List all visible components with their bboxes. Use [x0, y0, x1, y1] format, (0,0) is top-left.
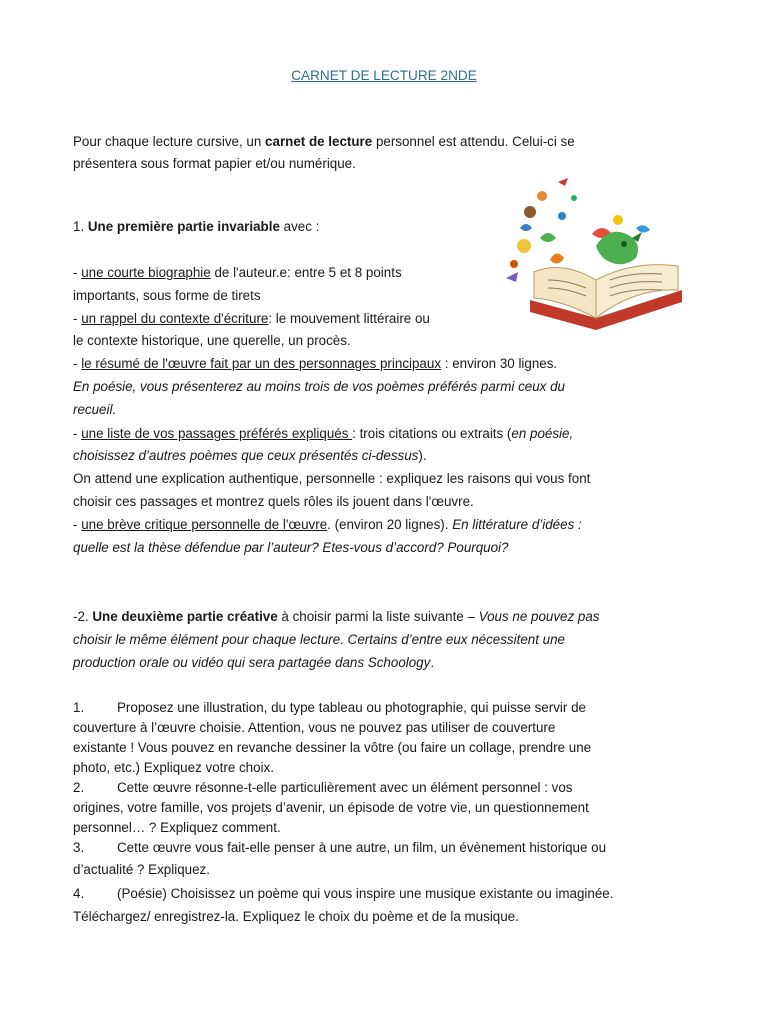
option-1-line-1: 1. Proposez une illustration, du type tableau ou photographie, qui puisse servir de [73, 700, 586, 715]
option-2-line-2: origines, votre famille, vos projets d’avenir, un épisode de votre vie, un questionnement [73, 800, 589, 815]
flying-creatures [506, 178, 650, 282]
intro-line-2: présentera sous format papier et/ou numérique. [73, 156, 356, 171]
part2-heading: -2. Une deuxième partie créative à choisir parmi la liste suivante – Vous ne pouvez pas [73, 609, 600, 624]
open-book-icon [530, 265, 682, 330]
book-illustration-icon [500, 168, 692, 338]
option-3-line-2: d’actualité ? Expliquez. [73, 862, 210, 877]
bio-item: - une courte biographie de l'auteur.e: entre 5 et 8 points [73, 265, 402, 280]
passages-expl-2: choisir ces passages et montrez quels rôles ils jouent dans l'œuvre. [73, 494, 474, 509]
context-item: - un rappel du contexte d'écriture: le mouvement littéraire ou [73, 311, 430, 326]
context-item-cont: le contexte historique, une querelle, un procès. [73, 333, 351, 348]
critique-item-cont: quelle est la thèse défendue par l’auteur? Etes-vous d’accord? Pourquoi? [73, 540, 509, 555]
page-title: CARNET DE LECTURE 2NDE [291, 68, 477, 83]
option-3-line-1: 3. Cette œuvre vous fait-elle penser à une autre, un film, un évènement historique ou [73, 840, 607, 855]
option-1-line-3: existante ! Vous pouvez en revanche dessiner la vôtre (ou faire un collage, prendre une [73, 740, 592, 755]
option-1-line-2: couverture à l’œuvre choisie. Attention, vous ne pouvez pas utiliser de couverture [73, 720, 556, 735]
option-4-line-2: Téléchargez/ enregistrez-la. Expliquez le choix du poème et de la musique. [73, 909, 519, 924]
bio-item-cont: importants, sous forme de tirets [73, 288, 261, 303]
summary-item: - le résumé de l'œuvre fait par un des personnages principaux : environ 30 lignes. [73, 356, 558, 371]
passages-expl-1: On attend une explication authentique, personnelle : expliquez les raisons qui vous font [73, 471, 591, 486]
summary-poetry-1: En poésie, vous présenterez au moins trois de vos poèmes préférés parmi ceux du [73, 379, 565, 394]
option-1-line-4: photo, etc.) Expliquez votre choix. [73, 760, 274, 775]
option-2-line-1: 2. Cette œuvre résonne-t-elle particulièrement avec un élément personnel : vos [73, 780, 573, 795]
part2-line-3: production orale ou vidéo qui sera partagée dans Schoology. [73, 655, 435, 670]
part2-line-2: choisir le même élément pour chaque lecture. Certains d’entre eux nécessitent une [73, 632, 566, 647]
option-4-line-1: 4. (Poésie) Choisissez un poème qui vous inspire une musique existante ou imaginée. [73, 886, 614, 901]
passages-item: - une liste de vos passages préférés expliqués : trois citations ou extraits (en poésie, [73, 426, 574, 441]
passages-item-cont: choisissez d’autres poèmes que ceux présentés ci-dessus). [73, 448, 427, 463]
option-2-line-3: personnel… ? Expliquez comment. [73, 820, 281, 835]
summary-poetry-2: recueil. [73, 402, 117, 417]
critique-item: - une brève critique personnelle de l'œuvre. (environ 20 lignes). En littérature d’idées : [73, 517, 582, 532]
intro-line-1: Pour chaque lecture cursive, un carnet de lecture personnel est attendu. Celui-ci se [73, 134, 575, 149]
part1-heading: 1. Une première partie invariable avec : [73, 219, 320, 234]
